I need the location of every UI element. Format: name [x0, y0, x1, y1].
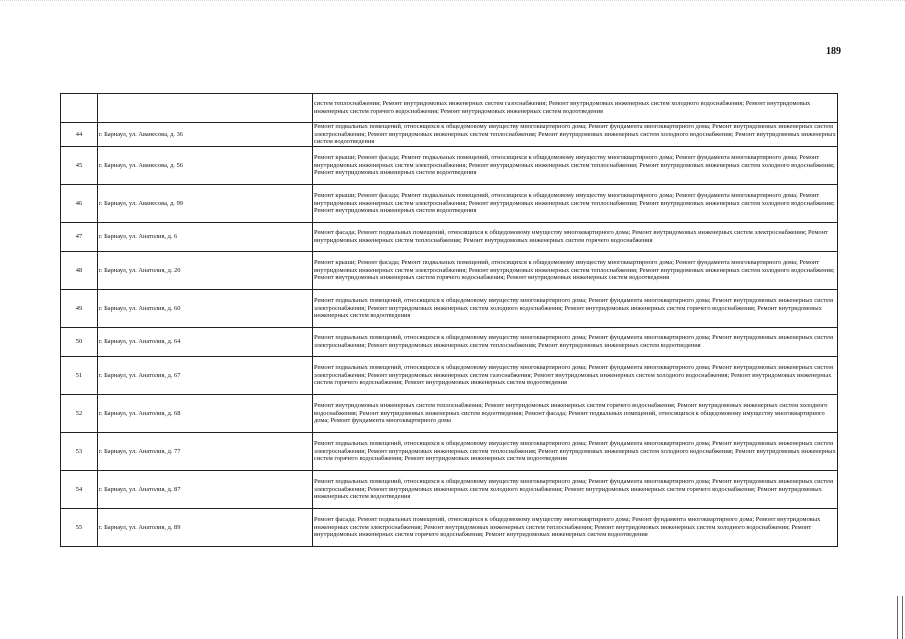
- row-number: 45: [61, 147, 98, 185]
- row-number: 47: [61, 223, 98, 252]
- row-works: Ремонт внутридомовых инженерных систем теплоснабжения; Ремонт внутридомовых инженерных систем горячего водоснабжения; Ремонт внутридомовых инженерных систем холодного водоснабжения; Ремонт внутридомовых инженерных систем водоотведения; Ремонт фасада; Ремонт подвальных помещений, относящихся к общедомовому имуществу многоквартирного дома; Ремонт фундамента многоквартирного дома: [313, 395, 838, 433]
- row-works: Ремонт крыши; Ремонт фасада; Ремонт подвальных помещений, относящихся к общедомовому имуществу многоквартирного дома; Ремонт фундамента многоквартирного дома; Ремонт внутридомовых инженерных систем электроснабжения; Ремонт внутридомовых инженерных систем теплоснабжения; Ремонт внутридомовых инженерных систем холодного водоснабжения; Ремонт внутридомовых инженерных систем горячего водоснабжения; Ремонт внутридомовых инженерных систем водоотведения: [313, 252, 838, 290]
- row-number: 52: [61, 395, 98, 433]
- table-row: [61, 123, 838, 147]
- table-row: [61, 357, 838, 395]
- row-works: Ремонт фасада; Ремонт подвальных помещений, относящихся к общедомовому имуществу многоквартирного дома; Ремонт фундамента многоквартирного дома; Ремонт внутридомовых инженерных систем электроснабжения; Ремонт внутридомовых инженерных систем теплоснабжения; Ремонт внутридомовых инженерных систем холодного водоснабжения; Ремонт внутридомовых инженерных систем горячего водоснабжения; Ремонт внутридомовых инженерных систем водоотведения: [313, 509, 838, 547]
- row-address: г. Барнаул, ул. Аванесова, д. 56: [98, 147, 313, 185]
- repair-registry-table: [60, 93, 838, 547]
- row-works: Ремонт подвальных помещений, относящихся к общедомовому имуществу многоквартирного дома; Ремонт фундамента многоквартирного дома; Ремонт внутридомовых инженерных систем электроснабжения; Ремонт внутридомовых инженерных систем газоснабжения; Ремонт внутридомовых инженерных систем холодного водоснабжения; Ремонт внутридомовых инженерных систем горячего водоснабжения; Ремонт внутридомовых инженерных систем водоотведения: [313, 357, 838, 395]
- table-row: [61, 328, 838, 357]
- table-body: [61, 94, 838, 547]
- row-number: 50: [61, 328, 98, 357]
- row-address: [98, 94, 313, 123]
- edge-mark: [902, 596, 903, 639]
- row-address: г. Барнаул, ул. Анатолия, д. 20: [98, 252, 313, 290]
- row-address: г. Барнаул, ул. Анатолия, д. 64: [98, 328, 313, 357]
- table-row: [61, 509, 838, 547]
- table-row: [61, 252, 838, 290]
- table-row: [61, 185, 838, 223]
- table-row: [61, 433, 838, 471]
- table-row: [61, 471, 838, 509]
- row-number: 55: [61, 509, 98, 547]
- row-address: г. Барнаул, ул. Анатолия, д. 67: [98, 357, 313, 395]
- table-row: [61, 94, 838, 123]
- table-row: [61, 395, 838, 433]
- row-works: систем теплоснабжения; Ремонт внутридомовых инженерных систем газоснабжения; Ремонт внутридомовых инженерных систем холодного водоснабжения; Ремонт внутридомовых инженерных систем горячего водоснабжения; Ремонт внутридомовых инженерных систем водоотведения: [313, 94, 838, 123]
- row-number: 46: [61, 185, 98, 223]
- row-address: г. Барнаул, ул. Аванесова, д. 99: [98, 185, 313, 223]
- row-works: Ремонт подвальных помещений, относящихся к общедомовому имуществу многоквартирного дома; Ремонт фундамента многоквартирного дома; Ремонт внутридомовых инженерных систем электроснабжения; Ремонт внутридомовых инженерных систем теплоснабжения; Ремонт внутридомовых инженерных систем холодного водоснабжения; Ремонт внутридомовых инженерных систем водоотведения: [314, 123, 836, 146]
- row-address: г. Барнаул, ул. Анатолия, д. 87: [98, 471, 313, 509]
- row-number: [61, 94, 98, 123]
- row-works: Ремонт крыши; Ремонт фасада; Ремонт подвальных помещений, относящихся к общедомовому имуществу многоквартирного дома; Ремонт фундамента многоквартирного дома; Ремонт внутридомовых инженерных систем электроснабжения; Ремонт внутридомовых инженерных систем теплоснабжения; Ремонт внутридомовых инженерных систем холодного водоснабжения; Ремонт внутридомовых инженерных систем водоотведения: [313, 185, 838, 223]
- row-number: 44: [61, 123, 98, 147]
- row-number: 48: [61, 252, 98, 290]
- row-address: г. Барнаул, ул. Анатолия, д. 89: [98, 509, 313, 547]
- row-works: Ремонт подвальных помещений, относящихся к общедомовому имуществу многоквартирного дома; Ремонт фундамента многоквартирного дома; Ремонт внутридомовых инженерных систем электроснабжения; Ремонт внутридомовых инженерных систем холодного водоснабжения; Ремонт внутридомовых инженерных систем горячего водоснабжения; Ремонт внутридомовых инженерных систем водоотведения: [313, 471, 838, 509]
- scan-edge-marks: [896, 596, 904, 639]
- scan-top-edge: [0, 0, 905, 5]
- row-works: Ремонт фасада; Ремонт подвальных помещений, относящихся к общедомовому имуществу многоквартирного дома; Ремонт внутридомовых инженерных систем электроснабжения; Ремонт внутридомовых инженерных систем теплоснабжения; Ремонт внутридомовых инженерных систем горячего водоснабжения: [313, 223, 838, 252]
- row-address: г. Барнаул, ул. Анатолия, д. 77: [98, 433, 313, 471]
- row-works: Ремонт подвальных помещений, относящихся к общедомовому имуществу многоквартирного дома; Ремонт фундамента многоквартирного дома; Ремонт внутридомовых инженерных систем электроснабжения; Ремонт внутридомовых инженерных систем теплоснабжения; Ремонт внутридомовых инженерных систем холодного водоснабжения; Ремонт внутридомовых инженерных систем горячего водоснабжения; Ремонт внутридомовых инженерных систем водоотведения: [313, 433, 838, 471]
- table-row: [61, 290, 838, 328]
- row-works: Ремонт подвальных помещений, относящихся к общедомовому имуществу многоквартирного дома; Ремонт фундамента многоквартирного дома; Ремонт внутридомовых инженерных систем электроснабжения; Ремонт внутридомовых инженерных систем холодного водоснабжения; Ремонт внутридомовых инженерных систем горячего водоснабжения; Ремонт внутридомовых инженерных систем водоотведения: [313, 290, 838, 328]
- row-number: 51: [61, 357, 98, 395]
- table-row: [61, 223, 838, 252]
- row-address: г. Барнаул, ул. Аванесова, д. 36: [98, 123, 313, 147]
- row-works: Ремонт крыши; Ремонт фасада; Ремонт подвальных помещений, относящихся к общедомовому имуществу многоквартирного дома; Ремонт фундамента многоквартирного дома; Ремонт внутридомовых инженерных систем электроснабжения; Ремонт внутридомовых инженерных систем теплоснабжения; Ремонт внутридомовых инженерных систем холодного водоснабжения; Ремонт внутридомовых инженерных систем водоотведения: [313, 147, 838, 185]
- row-number: 53: [61, 433, 98, 471]
- page-number: 189: [826, 46, 841, 57]
- row-address: г. Барнаул, ул. Анатолия, д. 60: [98, 290, 313, 328]
- row-address: г. Барнаул, ул. Анатолия, д. 68: [98, 395, 313, 433]
- table-row: [61, 147, 838, 185]
- row-address: г. Барнаул, ул. Анатолия, д. 6: [98, 223, 313, 252]
- row-works: Ремонт подвальных помещений, относящихся к общедомовому имуществу многоквартирного дома; Ремонт фундамента многоквартирного дома; Ремонт внутридомовых инженерных систем электроснабжения; Ремонт внутридомовых инженерных систем теплоснабжения; Ремонт внутридомовых инженерных систем водоотведения: [313, 328, 838, 357]
- row-number: 49: [61, 290, 98, 328]
- edge-mark: [897, 596, 898, 639]
- row-number: 54: [61, 471, 98, 509]
